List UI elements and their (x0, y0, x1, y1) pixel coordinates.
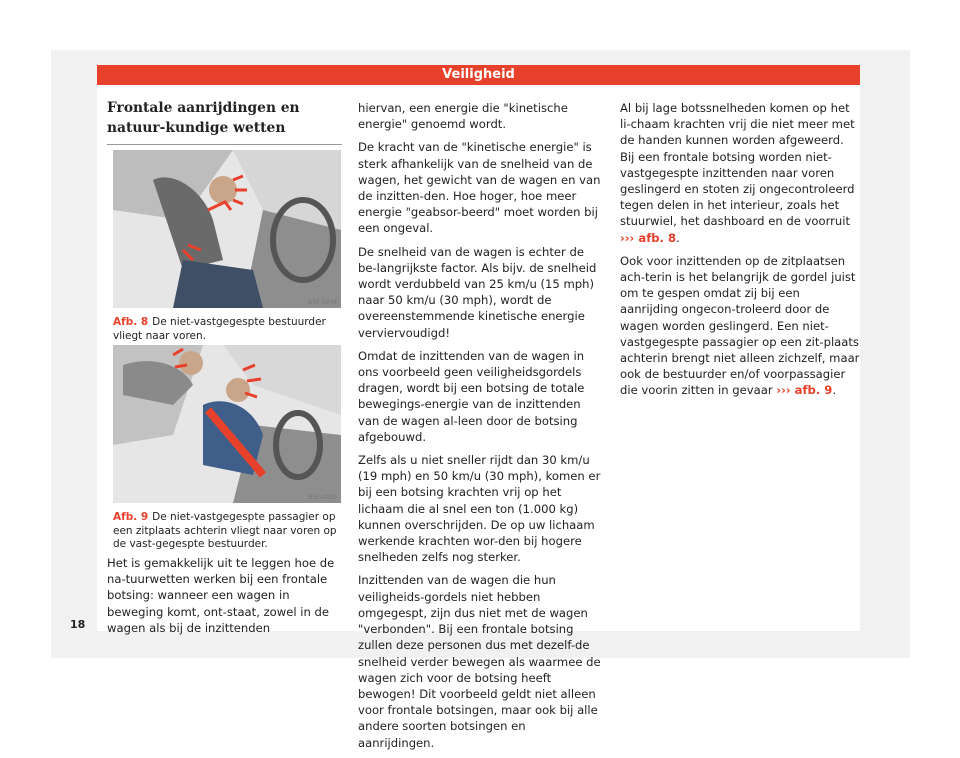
page-number: 18 (70, 618, 86, 631)
figure-caption-text: De niet-vastgegespte bestuurder vliegt naar voren. (113, 316, 326, 342)
figure-caption-text: De niet-vastgegespte passagier op een zitplaats achterin vliegt naar voren op de vast-gegespte bestuurder. (113, 511, 337, 550)
figure-reference-link[interactable]: ››› afb. 8 (620, 230, 677, 245)
figure-caption (113, 511, 341, 552)
figure-caption (113, 316, 341, 343)
passenger-illustration (113, 345, 341, 503)
paragraph: Zelfs als u niet sneller rijdt dan 30 km/u (19 mph) en 50 km/u (30 mph), komen er bij een botsing krachten vrij op het lichaam die al snel een ton (1.000 kg) kunnen overschrijden. De op uw lichaam werkende krachten wor-den bij hogere snelheden zelfs nog sterker. (358, 453, 601, 565)
paragraph-text: Ook voor inzittenden op de zitplaatsen ach-terin is het belangrijk de gordel juist om te gespen omdat zij bij een aanrijding ongecon-troleerd door de wagen worden geslingerd. Een niet-vastgegespte passagier op een zit-plaats achterin brengt niet alleen zichzelf, maar ook de bestuurder en/of voorpassagier die voorin zitten in gevaar (620, 253, 860, 398)
paragraph: De snelheid van de wagen is echter de be-langrijkste factor. Als bijv. de snelheid wordt verdubbeld van 25 km/u (15 mph) naar 50 km/u (30 mph), wordt de overeenstemmende kinetische energie verviervoudigd! (358, 244, 597, 340)
driver-illustration (113, 150, 341, 308)
paragraph: Al bij lage botssnelheden komen op het li-chaam krachten vrij die niet meer met de handen kunnen worden afgeweerd. Bij een frontale botsing worden niet-vastgegespte inzittenden naar voren geslingerd en stoten zij ongecontroleerd tegen delen in het interieur, zoals het stuurwiel, het dashboard en de voorruit ››› afb. 8. (620, 101, 855, 245)
paragraph: Ook voor inzittenden op de zitplaatsen ach-terin is het belangrijk de gordel juist om te gespen omdat zij bij een aanrijding ongecon-troleerd door de wagen worden geslingerd. Een niet-vastgegespte passagier op een zit-plaats achterin brengt niet alleen zichzelf, maar ook de bestuurder en/of voorpassagier die voorin zitten in gevaar ››› afb. 9. (620, 253, 860, 398)
left-body-text (107, 555, 342, 643)
figure-number: Afb. 8 (113, 316, 149, 328)
section-header-bar: Veiligheid (97, 65, 860, 85)
paragraph-text: Al bij lage botssnelheden komen op het li-chaam krachten vrij die niet meer met de handen kunnen worden afgeweerd. Bij een frontale botsing worden niet-vastgegespte inzittenden naar voren geslingerd en stoten zij ongecontroleerd tegen delen in het interieur, zoals het stuurwiel, het dashboard en de voorruit (620, 101, 855, 229)
paragraph: Inzittenden van de wagen die hun veiligheids-gordels niet hebben omgegespt, zijn dus niet met de wagen "verbonden". Bij een frontale botsing zullen deze personen dus met dezelf-de snelheid verder bewegen als waarmee de wagen zich voor de botsing heeft bewogen! Dit voorbeeld geldt niet alleen voor frontale botsingen, maar ook bij alle andere soorten botsingen en aanrijdingen. (358, 573, 601, 750)
paragraph: hiervan, een energie die "kinetische energie" genoemd wordt. (358, 101, 568, 132)
figure-code: B5F-0939 (308, 494, 337, 501)
driver-crash-illustration (113, 150, 341, 308)
left-column (107, 98, 342, 145)
paragraph: Omdat de inzittenden van de wagen in ons voorbeeld geen veiligheidsgordels dragen, wordt bij een botsing de totale bewegings-energie van de inzittenden van de wagen al-leen door de botsing afgebouwd. (358, 348, 585, 444)
passenger-crash-illustration (113, 345, 341, 503)
figure-8 (113, 150, 341, 343)
middle-column (358, 100, 602, 758)
figure-reference-link[interactable]: ››› afb. 9 (776, 383, 833, 398)
figure-number: Afb. 9 (113, 511, 149, 523)
paragraph: De kracht van de "kinetische energie" is sterk afhankelijk van de snelheid van de wagen, het gewicht van de wagen en van de inzitten-den. Hoe hoger, hoe meer energie "geabsor-beerd" moet worden bij een ongeval. (358, 140, 601, 236)
paragraph: Het is gemakkelijk uit te leggen hoe de na-tuurwetten werken bij een frontale botsing: wanneer een wagen in beweging komt, ont-staat, zowel in de wagen als bij de inzittenden (107, 556, 335, 635)
section-title: Frontale aanrijdingen en natuur-kundige wetten (107, 98, 342, 145)
figure-code: B5F-0938 (308, 299, 337, 306)
figure-9 (113, 345, 341, 552)
right-column (620, 100, 860, 406)
